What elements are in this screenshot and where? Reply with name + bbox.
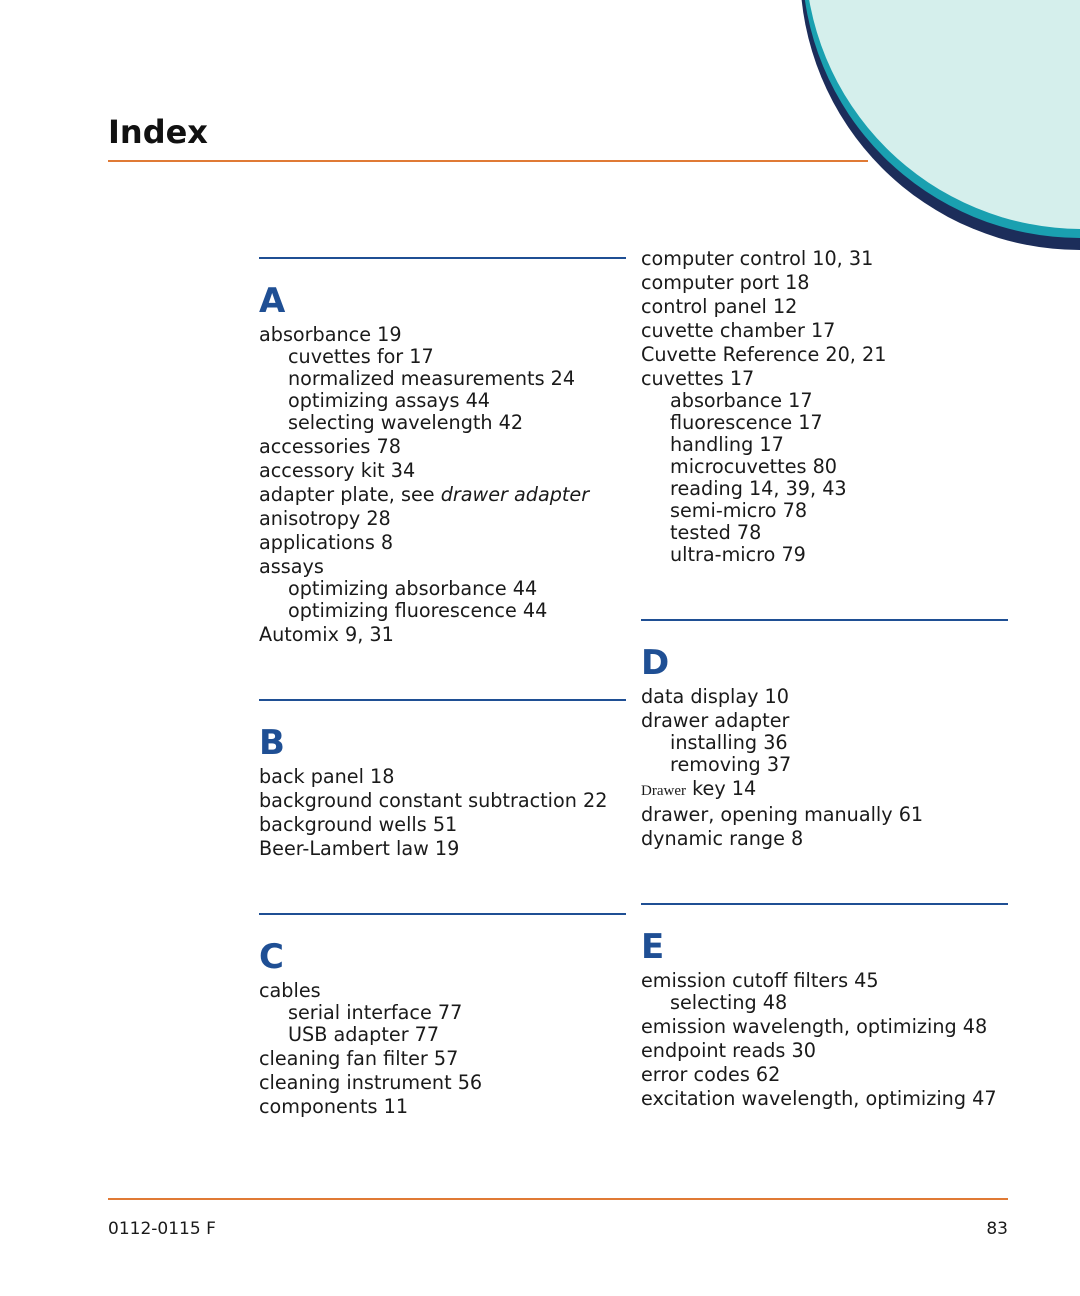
entry-text: cuvettes 17	[641, 367, 755, 390]
index-section-e	[641, 903, 1008, 1110]
section-letter: C	[259, 937, 284, 977]
section-rule	[259, 257, 626, 259]
section-letter: A	[259, 281, 286, 321]
entry-text: accessories 78	[259, 435, 401, 458]
entries-a	[259, 324, 626, 646]
entry-text: serial interface 77	[288, 1001, 463, 1024]
index-subentry	[259, 600, 626, 622]
entry-text: assays	[259, 555, 324, 578]
entry-text: optimizing fluorescence 44	[288, 599, 548, 622]
entry-text: emission wavelength, optimizing 48	[641, 1015, 988, 1038]
entry-key-name: Drawer	[641, 783, 686, 799]
index-entry	[259, 484, 626, 506]
page-number: 83	[986, 1219, 1008, 1239]
index-section-b	[259, 699, 626, 860]
entry-text: installing 36	[670, 731, 788, 754]
index-section-d	[641, 619, 1008, 850]
index-entry	[641, 344, 1008, 366]
entry-text: Beer-Lambert law 19	[259, 837, 460, 860]
entry-text: selecting 48	[670, 991, 788, 1014]
entry-text: cuvette chamber 17	[641, 319, 836, 342]
entry-text: computer port 18	[641, 271, 810, 294]
index-subentry	[641, 992, 1008, 1014]
index-entry	[641, 272, 1008, 294]
index-entry	[259, 1048, 626, 1070]
entry-text: cleaning fan filter 57	[259, 1047, 459, 1070]
index-entry	[641, 686, 1008, 708]
index-subentry	[259, 368, 626, 390]
index-subentry	[259, 578, 626, 600]
entry-text: removing 37	[670, 753, 792, 776]
entry-text: reading 14, 39, 43	[670, 477, 847, 500]
entry-text: dynamic range 8	[641, 827, 804, 850]
entry-text: Cuvette Reference 20, 21	[641, 343, 887, 366]
entry-text: accessory kit 34	[259, 459, 416, 482]
entries-b	[259, 766, 626, 860]
index-subentry	[259, 1002, 626, 1024]
entry-text: optimizing assays 44	[288, 389, 491, 412]
index-entry	[641, 368, 1008, 390]
entry-text: background wells 51	[259, 813, 458, 836]
index-entry	[641, 710, 1008, 732]
entry-text: endpoint reads 30	[641, 1039, 816, 1062]
entries-e	[641, 970, 1008, 1110]
entry-text: adapter plate, see	[259, 483, 441, 506]
entry-text: selecting wavelength 42	[288, 411, 524, 434]
index-entry	[259, 324, 626, 346]
index-entry	[259, 436, 626, 458]
index-subentry	[259, 346, 626, 368]
index-entry	[641, 1064, 1008, 1086]
index-subentry	[641, 522, 1008, 544]
index-entry	[641, 828, 1008, 850]
index-entry	[259, 766, 626, 788]
title-rule	[108, 160, 868, 162]
index-subentry	[641, 544, 1008, 566]
entry-text: USB adapter 77	[288, 1023, 440, 1046]
entry-text: ultra-micro 79	[670, 543, 806, 566]
entry-text: absorbance 17	[670, 389, 813, 412]
index-entry	[641, 1088, 1008, 1110]
section-rule	[641, 903, 1008, 905]
section-letter: D	[641, 643, 670, 683]
entries-c-continued	[641, 248, 1008, 566]
entry-text: normalized measurements 24	[288, 367, 576, 390]
entry-text: data display 10	[641, 685, 789, 708]
entry-text: cables	[259, 979, 321, 1002]
index-subentry	[641, 390, 1008, 412]
entry-text: applications 8	[259, 531, 394, 554]
entry-cross-reference: drawer adapter	[440, 483, 590, 506]
index-subentry	[641, 732, 1008, 754]
index-entry	[259, 460, 626, 482]
entry-text: semi-micro 78	[670, 499, 808, 522]
entry-text: drawer adapter	[641, 709, 790, 732]
entry-text: Automix 9, 31	[259, 623, 394, 646]
index-entry	[259, 980, 626, 1002]
index-entry	[641, 296, 1008, 318]
index-column-right	[641, 246, 1008, 1110]
section-rule	[641, 619, 1008, 621]
index-entry	[259, 556, 626, 578]
index-entry	[259, 624, 626, 646]
entries-c	[259, 980, 626, 1118]
index-entry	[259, 838, 626, 860]
section-letter: B	[259, 723, 285, 763]
index-section-a	[259, 257, 626, 646]
index-entry	[641, 320, 1008, 342]
entry-text: cleaning instrument 56	[259, 1071, 483, 1094]
entry-text: error codes 62	[641, 1063, 781, 1086]
entry-text: microcuvettes 80	[670, 455, 838, 478]
entry-text: components 11	[259, 1095, 409, 1118]
index-subentry	[259, 390, 626, 412]
index-entry	[641, 1016, 1008, 1038]
entry-text: back panel 18	[259, 765, 395, 788]
index-subentry	[641, 478, 1008, 500]
entry-text: computer control 10, 31	[641, 247, 874, 270]
index-subentry	[641, 754, 1008, 776]
entry-text: cuvettes for 17	[288, 345, 434, 368]
entry-text: emission cutoff filters 45	[641, 969, 879, 992]
section-letter: E	[641, 927, 665, 967]
entry-text: control panel 12	[641, 295, 798, 318]
index-subentry	[641, 500, 1008, 522]
index-column-left	[259, 257, 626, 1118]
index-subentry	[641, 412, 1008, 434]
index-subentry	[641, 434, 1008, 456]
entries-d	[641, 686, 1008, 850]
index-entry	[641, 970, 1008, 992]
index-entry	[259, 1096, 626, 1118]
index-entry	[259, 814, 626, 836]
entry-text: handling 17	[670, 433, 784, 456]
entry-text: key 14	[685, 777, 757, 800]
index-entry	[259, 790, 626, 812]
page-title: Index	[108, 113, 208, 151]
entry-text: tested 78	[670, 521, 762, 544]
index-entry	[641, 248, 1008, 270]
entry-text: excitation wavelength, optimizing 47	[641, 1087, 997, 1110]
index-entry	[641, 1040, 1008, 1062]
index-entry	[259, 508, 626, 530]
entry-text: absorbance 19	[259, 323, 402, 346]
footer-rule	[108, 1198, 1008, 1200]
index-section-c	[259, 913, 626, 1118]
entry-text: optimizing absorbance 44	[288, 577, 538, 600]
entry-text: background constant subtraction 22	[259, 789, 608, 812]
section-rule	[259, 699, 626, 701]
document-number: 0112-0115 F	[108, 1219, 216, 1239]
section-rule	[259, 913, 626, 915]
index-subentry	[259, 412, 626, 434]
entry-text: drawer, opening manually 61	[641, 803, 924, 826]
index-entry	[259, 1072, 626, 1094]
index-entry	[641, 804, 1008, 826]
index-subentry	[641, 456, 1008, 478]
index-entry	[641, 778, 1008, 802]
entry-text: fluorescence 17	[670, 411, 823, 434]
index-entry	[259, 532, 626, 554]
index-subentry	[259, 1024, 626, 1046]
entry-text: anisotropy 28	[259, 507, 391, 530]
